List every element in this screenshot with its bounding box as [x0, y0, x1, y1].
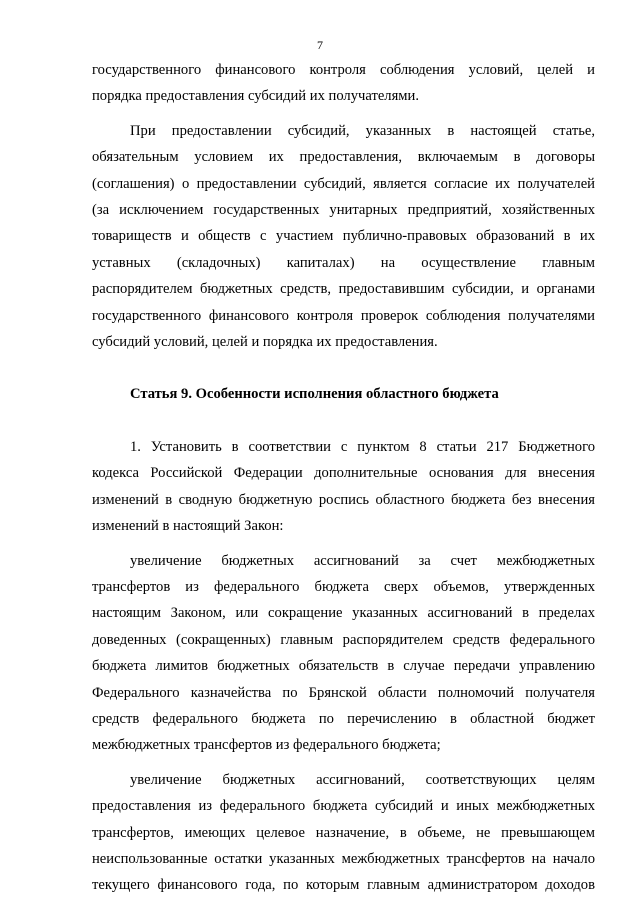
text-line: предоставления из федерального бюджета субсидий и иных межбюджетных	[92, 798, 595, 815]
text-line: 1. Установить в соответствии с пунктом 8 статьи 217 Бюджетного	[130, 438, 595, 455]
paragraph-item-1	[92, 434, 595, 540]
text-line: При предоставлении субсидий, указанных в настоящей статье,	[130, 122, 595, 139]
text-line: неиспользованные остатки указанных межбюджетных трансфертов на начало	[92, 850, 595, 867]
page-number: 7	[317, 38, 323, 52]
text-line: государственного финансового контроля проверок соблюдения получателями	[92, 307, 595, 324]
text-line: субсидий условий, целей и порядка их предоставления.	[92, 334, 438, 351]
text-line: Федерального казначейства по Брянской области полномочий получателя	[92, 684, 595, 701]
text-line: трансфертов, имеющих целевое назначение, в объеме, не превышающем	[92, 824, 595, 841]
text-line: увеличение бюджетных ассигнований за счет межбюджетных	[130, 552, 595, 569]
text-line: бюджета лимитов бюджетных обязательств в случае передачи управлению	[92, 658, 595, 675]
text-line: обязательным условием их предоставления, включаемым в договоры	[92, 149, 595, 166]
text-line: доведенных (сокращенных) главным распорядителем средств федерального	[92, 631, 595, 648]
document-body	[92, 57, 595, 899]
text-line: кодекса Российской Федерации дополнительные основания для внесения	[92, 465, 595, 482]
text-line: настоящим Законом, или сокращение указанных ассигнований в пределах	[92, 605, 595, 622]
text-line: средств федерального бюджета по перечислению в областной бюджет	[92, 710, 595, 727]
text-line: изменений в настоящий Закон:	[92, 518, 284, 535]
text-line: изменений в сводную бюджетную роспись областного бюджета без внесения	[92, 491, 595, 508]
paragraph-federal-transfers	[92, 548, 595, 759]
text-line: порядка предоставления субсидий их получателями.	[92, 88, 419, 105]
text-line: товариществ и обществ с участием публично-правовых образований в их	[92, 228, 595, 245]
article-heading: Статья 9. Особенности исполнения областного бюджета	[130, 386, 499, 403]
text-line: (за исключением государственных унитарных предприятий, хозяйственных	[92, 202, 595, 219]
paragraph-unused-balances	[92, 767, 595, 899]
text-line: увеличение бюджетных ассигнований, соответствующих целям	[130, 771, 595, 788]
paragraph-consent-condition	[92, 118, 595, 356]
text-line: межбюджетных трансфертов из федерального бюджета;	[92, 737, 441, 754]
paragraph-continuation	[92, 57, 595, 110]
text-line: трансфертов из федерального бюджета сверх объемов, утвержденных	[92, 578, 595, 595]
text-line: распорядителем бюджетных средств, предоставившим субсидии, и органами	[92, 281, 595, 298]
text-line: (соглашения) о предоставлении субсидий, является согласие их получателей	[92, 175, 595, 192]
text-line: уставных (складочных) капиталах) на осуществление главным	[92, 254, 595, 271]
text-line: текущего финансового года, по которым главным администратором доходов	[92, 877, 595, 894]
text-line: государственного финансового контроля соблюдения условий, целей и	[92, 62, 595, 78]
